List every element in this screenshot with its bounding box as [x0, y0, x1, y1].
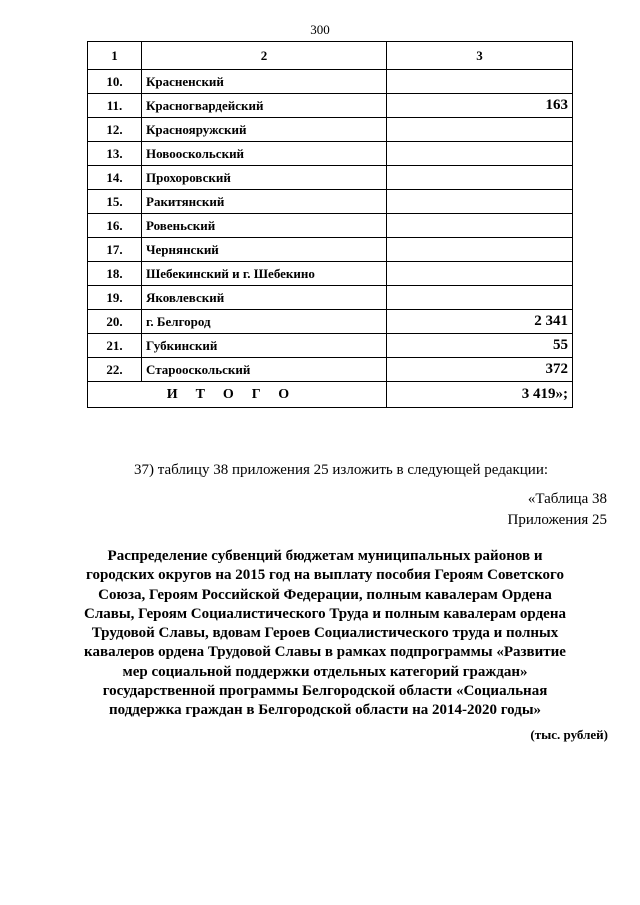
header-col-1: 1 [88, 42, 142, 70]
row-number: 12. [88, 118, 142, 142]
district-name: Прохоровский [142, 166, 387, 190]
subvention-amount [387, 238, 573, 262]
district-name: Чернянский [142, 238, 387, 262]
subvention-amount [387, 70, 573, 94]
appendix-reference: Приложения 25 [507, 512, 607, 528]
table-row [88, 94, 573, 118]
table-row [88, 214, 573, 238]
table-reference: «Таблица 38 [527, 491, 607, 507]
district-name: Краснояружский [142, 118, 387, 142]
subvention-amount: 372 [387, 358, 573, 382]
row-number: 15. [88, 190, 142, 214]
table-row [88, 310, 573, 334]
units-label: (тыс. рублей) [530, 727, 608, 742]
row-number: 17. [88, 238, 142, 262]
header-col-2: 2 [142, 42, 387, 70]
row-number: 22. [88, 358, 142, 382]
table-row [88, 70, 573, 94]
distribution-table [87, 41, 573, 408]
total-value: 3 419»; [387, 382, 573, 408]
subvention-amount [387, 286, 573, 310]
row-number: 13. [88, 142, 142, 166]
subvention-amount [387, 166, 573, 190]
page-number: 300 [310, 22, 330, 37]
district-name: Новооскольский [142, 142, 387, 166]
subvention-amount [387, 262, 573, 286]
table-row [88, 238, 573, 262]
district-name: Ровеньский [142, 214, 387, 238]
row-number: 14. [88, 166, 142, 190]
table-row [88, 262, 573, 286]
header-col-3: 3 [387, 42, 573, 70]
subvention-amount [387, 190, 573, 214]
amendment-instruction: 37) таблицу 38 приложения 25 изложить в следующей редакции: [134, 462, 549, 478]
row-number: 16. [88, 214, 142, 238]
district-name: Шебекинский и г. Шебекино [142, 262, 387, 286]
subvention-amount: 55 [387, 334, 573, 358]
district-name: Старооскольский [142, 358, 387, 382]
row-number: 18. [88, 262, 142, 286]
row-number: 21. [88, 334, 142, 358]
district-name: Красненский [142, 70, 387, 94]
document-heading: Распределение субвенций бюджетам муниципальных районов и городских округов на 2015 год на выплату пособия Героям Советского Союза, Героям Российской Федерации, полным кавалерам Ордена Славы, Героям Социалистического Труда и полным кавалерам ордена Трудовой Славы, вдовам Героев Социалистического труда и полных кавалеров ордена Трудовой Славы в рамках подпрограммы «Развитие мер социальной поддержки отдельных категорий граждан» государственной программы Белгородской области «Социальная поддержка граждан в Белгородской области на 2014-2020 годы» [84, 548, 566, 719]
district-name: Яковлевский [142, 286, 387, 310]
total-row [88, 382, 573, 408]
district-name: Красногвардейский [142, 94, 387, 118]
table-row [88, 142, 573, 166]
table-row [88, 286, 573, 310]
subvention-amount [387, 142, 573, 166]
district-name: г. Белгород [142, 310, 387, 334]
table-row [88, 358, 573, 382]
table-row [88, 190, 573, 214]
row-number: 20. [88, 310, 142, 334]
subvention-amount: 163 [387, 94, 573, 118]
subvention-amount: 2 341 [387, 310, 573, 334]
row-number: 10. [88, 70, 142, 94]
table-header-row [88, 42, 573, 70]
table-row [88, 166, 573, 190]
row-number: 19. [88, 286, 142, 310]
district-name: Губкинский [142, 334, 387, 358]
subvention-amount [387, 214, 573, 238]
row-number: 11. [88, 94, 142, 118]
table-row [88, 118, 573, 142]
table-row [88, 334, 573, 358]
subvention-amount [387, 118, 573, 142]
district-name: Ракитянский [142, 190, 387, 214]
total-label: ИТОГО [88, 382, 387, 408]
